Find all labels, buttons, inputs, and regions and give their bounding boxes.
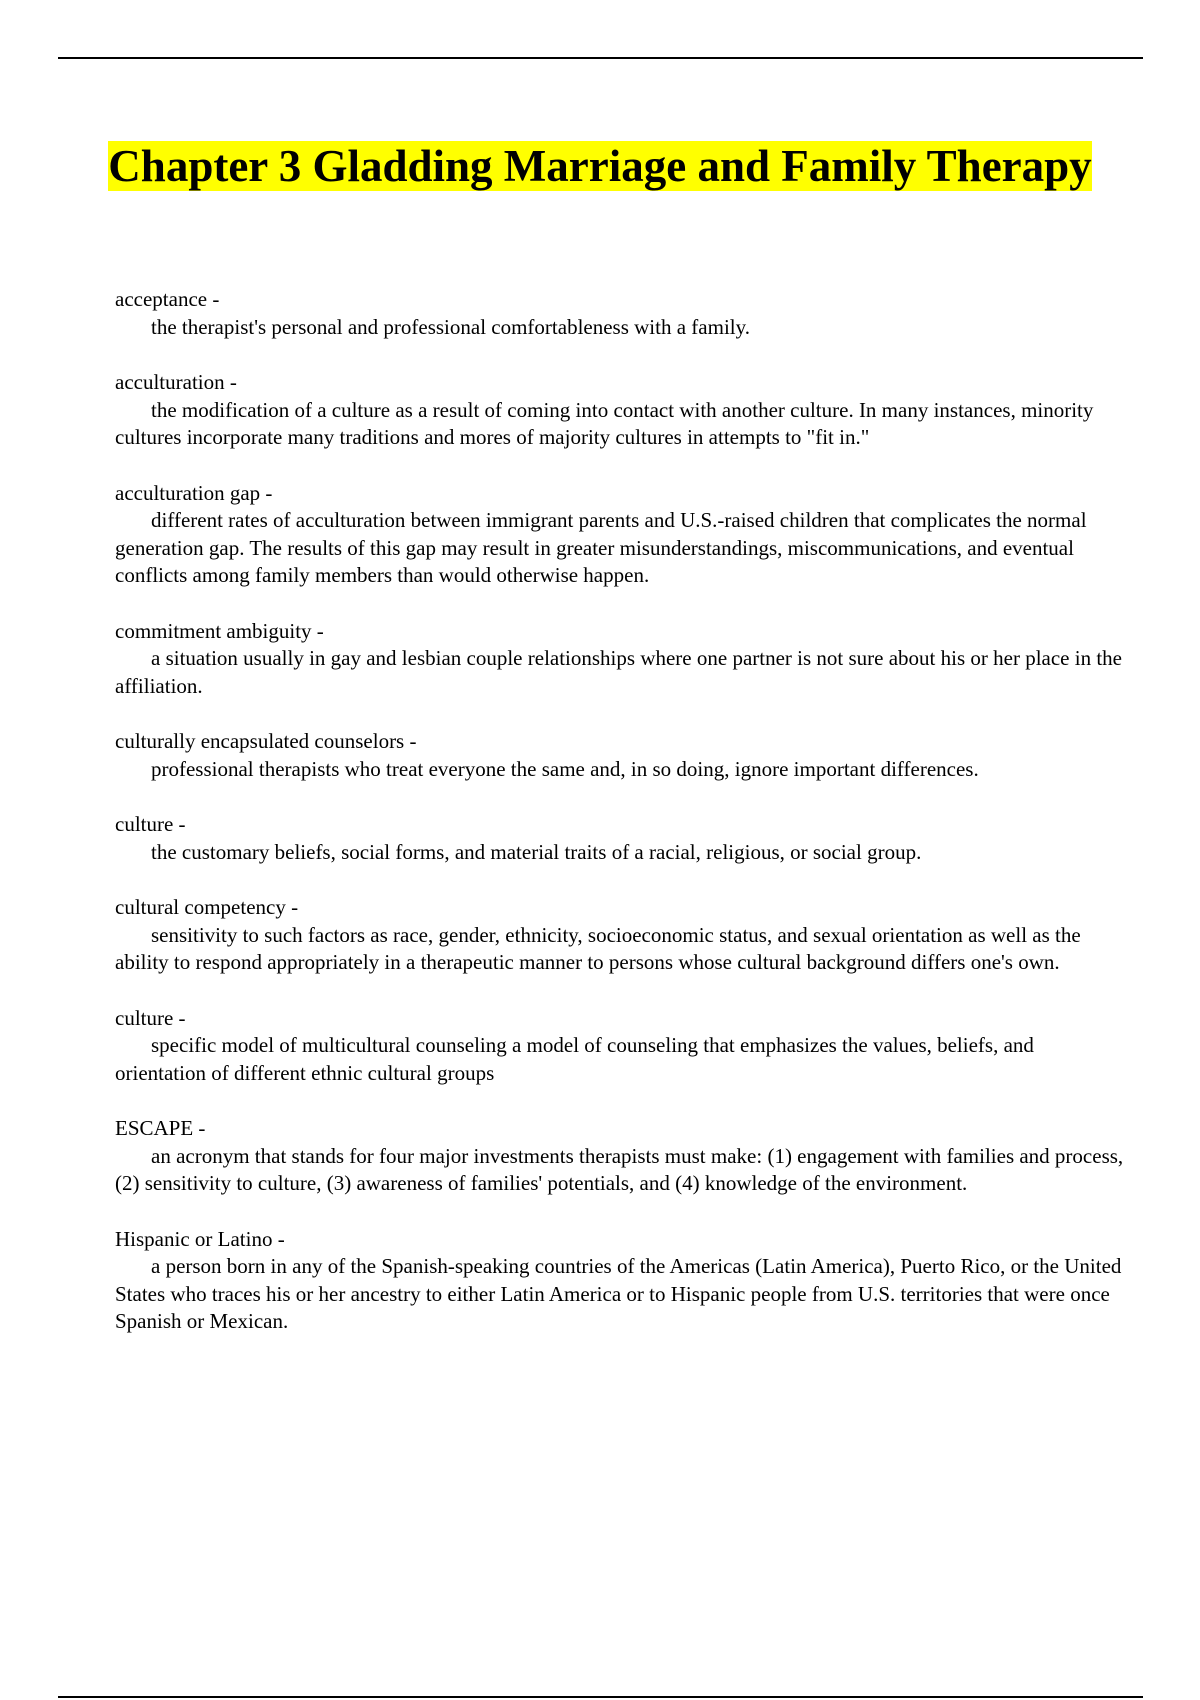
glossary-list [115, 286, 1125, 1364]
glossary-definition: the therapist's personal and professional comfortableness with a family. [151, 314, 751, 339]
glossary-term: acceptance - [115, 287, 220, 311]
glossary-term: commitment ambiguity - [115, 618, 324, 643]
glossary-definition: an acronym that stands for four major investments therapists must make: (1) engagement with families and process, (2) sensitivity to culture, (3) awareness of families' potentials, and (4) knowledge of the environment. [115, 1143, 1124, 1195]
top-rule [58, 57, 1143, 59]
glossary-definition: the modification of a culture as a result of coming into contact with another culture. In many instances, minority cultures incorporate many traditions and mores of majority cultures in attempts to "fit in." [115, 397, 1094, 449]
glossary-term: culturally encapsulated counselors - [115, 729, 417, 753]
glossary-definition: a person born in any of the Spanish-speaking countries of the Americas (Latin America), Puerto Rico, or the United States who traces his or her ancestry to either Latin America or to Hispanic people from U.S. territories that were once Spanish or Mexican. [115, 1254, 1122, 1333]
glossary-definition: a situation usually in gay and lesbian couple relationships where one partner is not sure about his or her place in the affiliation. [115, 646, 1122, 698]
title-block [60, 138, 1140, 195]
glossary-term: Hispanic or Latino - [115, 1226, 285, 1251]
glossary-entry [115, 618, 1125, 701]
glossary-definition: different rates of acculturation between immigrant parents and U.S.-raised children that complicates the normal generation gap. The results of this gap may result in greater misunderstandings, miscommunications, and eventual conflicts among family members than would otherwise happen. [115, 508, 1087, 587]
glossary-term: culture - [115, 1005, 186, 1030]
glossary-definition: professional therapists who treat everyone the same and, in so doing, ignore important differences. [151, 756, 979, 781]
glossary-entry [115, 1226, 1125, 1336]
glossary-term: acculturation - [115, 370, 237, 394]
glossary-entry [115, 480, 1125, 590]
glossary-term: cultural competency - [115, 895, 299, 919]
glossary-term: acculturation gap - [115, 480, 273, 505]
glossary-entry [115, 728, 1125, 783]
glossary-term: culture - [115, 812, 186, 836]
page-title: Chapter 3 Gladding Marriage and Family Therapy [108, 141, 1092, 191]
glossary-entry [115, 286, 1125, 341]
glossary-definition: sensitivity to such factors as race, gender, ethnicity, socioeconomic status, and sexual orientation as well as the ability to respond appropriately in a therapeutic manner to persons whose cultural background differs one's own. [115, 922, 1081, 974]
glossary-entry [115, 1005, 1125, 1088]
glossary-entry [115, 894, 1125, 977]
glossary-entry [115, 1115, 1125, 1198]
glossary-definition: specific model of multicultural counseling a model of counseling that emphasizes the values, beliefs, and orientation of different ethnic cultural groups [115, 1033, 1034, 1085]
bottom-rule [58, 1696, 1143, 1698]
glossary-entry [115, 369, 1125, 452]
glossary-term: ESCAPE - [115, 1116, 206, 1140]
glossary-entry [115, 811, 1125, 866]
glossary-definition: the customary beliefs, social forms, and material traits of a racial, religious, or social group. [151, 839, 922, 864]
